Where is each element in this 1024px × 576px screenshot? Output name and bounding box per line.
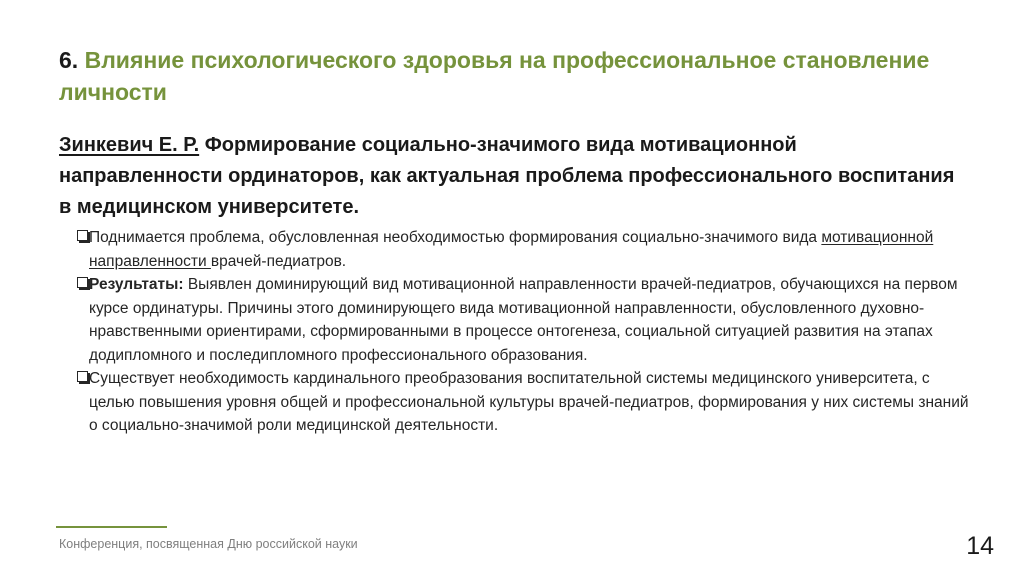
citation — [59, 130, 959, 223]
bullet-text: Существует необходимость кардинального преобразования воспитательной системы медицинского университета, с целью повышения уровня общей и профессиональной культуры врачей-педиатров, формирования у них системы знаний о социально-значимой роли медицинской деятельности. — [89, 370, 969, 434]
bullet-item — [78, 226, 978, 273]
slide-title — [59, 44, 959, 108]
checkbox-bullet-icon — [77, 371, 88, 382]
page-number: 14 — [966, 532, 994, 560]
bullet-text: Выявлен доминирующий вид мотивационной направленности врачей-педиатров, обучающихся на первом курсе ординатуры. Причины этого доминирующего вида мотивационной направленности, обусловленного духовно-нравственными ориентирами, сформированными в процессе онтогенеза, социальной ситуацией развития на этапах додипломного и последипломного профессионального образования. — [89, 276, 958, 364]
bullet-item — [78, 273, 978, 367]
bullet-lead: Результаты: — [89, 276, 184, 293]
bullet-text-underlined: мотивационной направленности — [89, 229, 934, 270]
bullet-text: Поднимается проблема, обусловленная необходимостью формирования социально-значимого вида — [89, 229, 822, 246]
title-text: Влияние психологического здоровья на профессиональное становление личности — [59, 47, 930, 105]
citation-work: Формирование социально-значимого вида мотивационной направленности ординаторов, как актуальная проблема профессионального воспитания в медицинском университете. — [59, 134, 955, 218]
checkbox-bullet-icon — [77, 230, 88, 241]
checkbox-bullet-icon — [77, 277, 88, 288]
title-number: 6. — [59, 47, 79, 73]
footer-divider — [56, 526, 167, 528]
citation-author: Зинкевич Е. Р. — [59, 134, 200, 156]
bullet-list — [78, 226, 978, 438]
bullet-text: врачей-педиатров. — [210, 252, 347, 270]
bullet-item — [78, 367, 978, 438]
footer-text: Конференция, посвященная Дню российской науки — [59, 537, 358, 551]
